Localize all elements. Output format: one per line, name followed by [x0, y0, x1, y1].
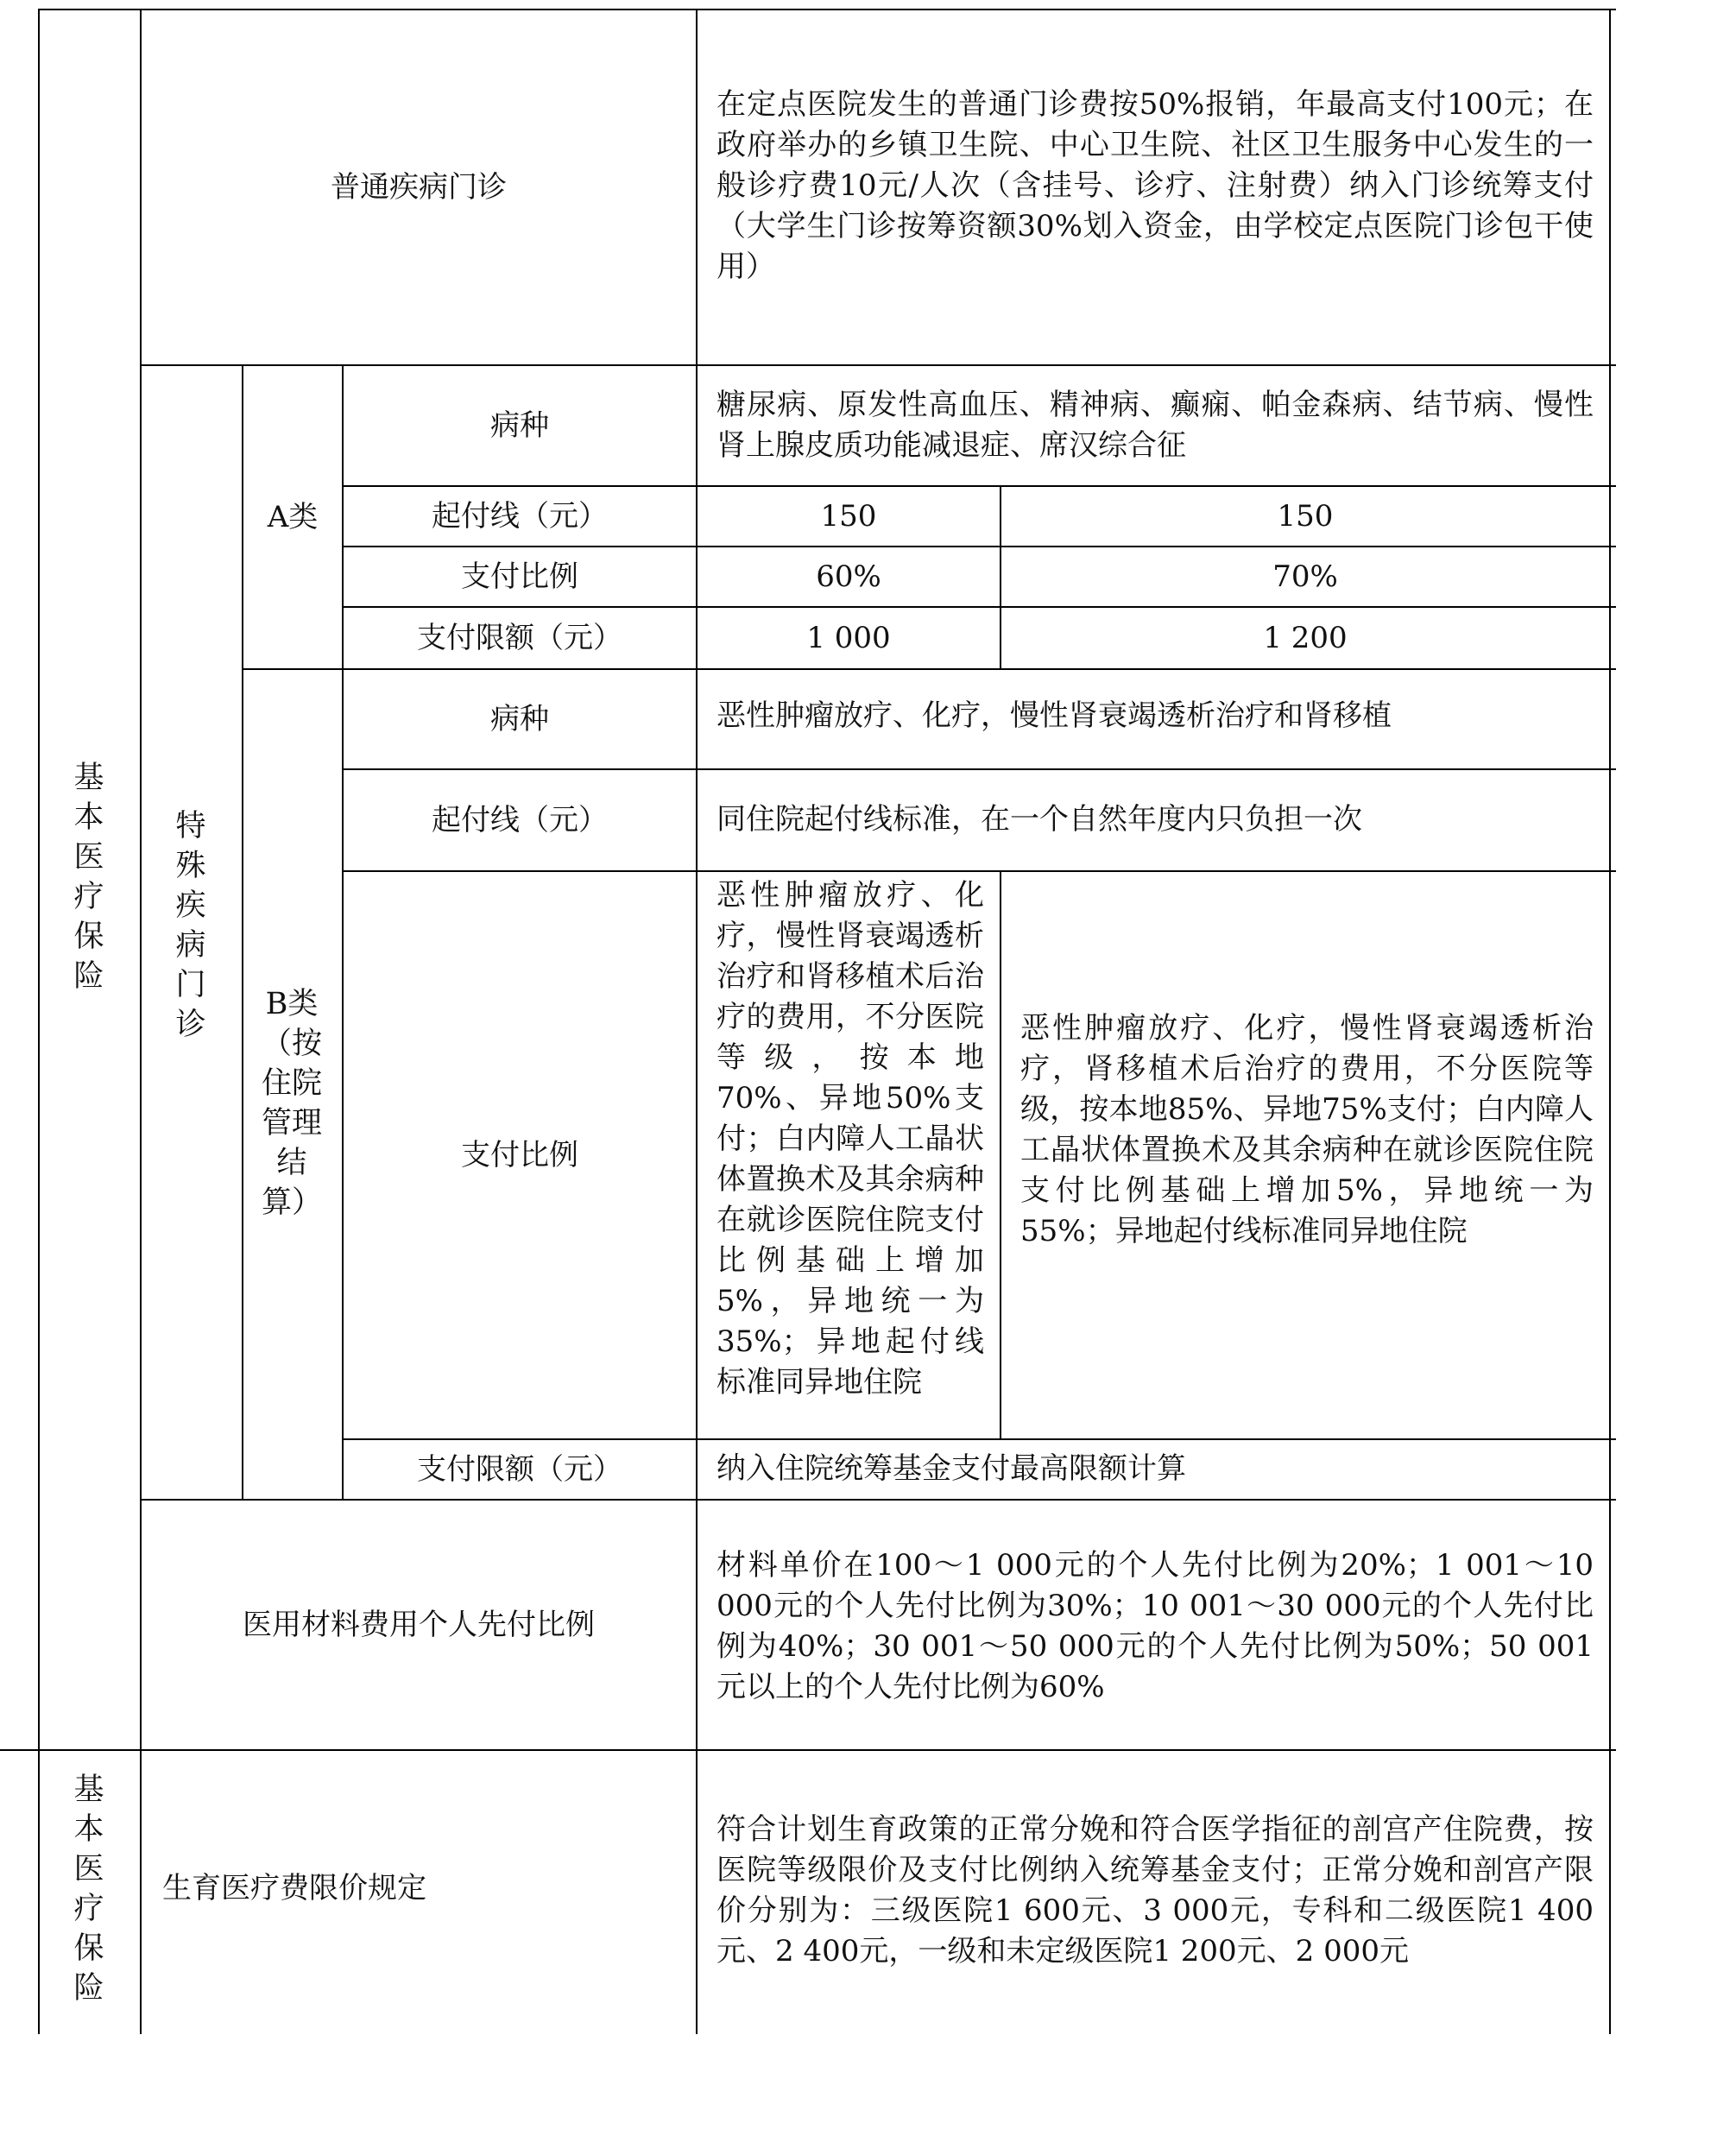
material-cost-label: 医用材料费用个人先付比例 — [243, 1607, 595, 1642]
class-b-ratio-label: 支付比例 — [461, 1137, 578, 1172]
category-label-2: 基本医疗保险 — [73, 1773, 104, 2006]
section-divider — [0, 1749, 1616, 1751]
class-a-ratio-1: 60% — [816, 559, 881, 594]
class-b-deductible-label: 起付线（元） — [432, 802, 608, 837]
class-a-disease-label: 病种 — [490, 408, 549, 443]
material-cost-desc: 材料单价在100～1 000元的个人先付比例为20%；1 001～10 000元的个人先付比例为30%；10 001～30 000元的个人先付比例为40%；30 001～50 000元的个人先付比例为50%；50 001元以上的个人先付比例为60% — [716, 1548, 1594, 1704]
general-outpatient-label: 普通疾病门诊 — [331, 169, 507, 205]
class-a-deductible-2: 150 — [1277, 498, 1334, 534]
maternity-label: 生育医疗费限价规定 — [162, 1871, 426, 1905]
class-a-ratio-2: 70% — [1272, 559, 1338, 594]
class-a-deductible-label: 起付线（元） — [432, 498, 608, 534]
class-a-disease-value: 糖尿病、原发性高血压、精神病、癫痫、帕金森病、结节病、慢性肾上腺皮质功能减退症、席汉综合征 — [716, 388, 1594, 463]
class-b-limit-label: 支付限额（元） — [417, 1451, 622, 1487]
class-b-disease-label: 病种 — [490, 701, 549, 736]
maternity-desc: 符合计划生育政策的正常分娩和符合医学指征的剖宫产住院费，按医院等级限价及支付比例纳入统筹基金支付；正常分娩和剖宫产限价分别为：三级医院1 600元、3 000元，专科和二级医院1 400元、2 400元，一级和未定级医院1 200元、2 000元 — [716, 1812, 1594, 1969]
class-a-deductible-1: 150 — [820, 498, 877, 534]
class-b-ratio-1: 恶性肿瘤放疗、化疗，慢性肾衰竭透析治疗和肾移植术后治疗的费用，不分医院等级，按本地70%、异地50%支付；白内障人工晶状体置换术及其余病种在就诊医院住院支付比例基础上增加5%，异地统一为35%；异地起付线标准同异地住院 — [716, 878, 984, 1400]
table-left-border — [38, 9, 40, 2034]
col-divider — [1000, 870, 1001, 1438]
general-outpatient-desc: 在定点医院发生的普通门诊费按50%报销，年最高支付100元；在政府举办的乡镇卫生院、中心卫生院、社区卫生服务中心发生的一般诊疗费10元/人次（含挂号、诊疗、注射费）纳入门诊统筹支付（大学生门诊按筹资额30%划入资金，由学校定点医院门诊包干使用） — [716, 87, 1594, 284]
table-right-border — [1609, 9, 1611, 2034]
special-outpatient-label: 特殊疾病门诊 — [175, 809, 206, 1042]
class-a-label: A类 — [267, 499, 319, 534]
class-b-ratio-2: 恶性肿瘤放疗、化疗，慢性肾衰竭透析治疗，肾移植术后治疗的费用，不分医院等级，按本地85%、异地75%支付；白内障人工晶状体置换术及其余病种在就诊医院住院支付比例基础上增加5%，异地统一为55%；异地起付线标准同异地住院 — [1020, 1011, 1594, 1248]
category-label: 基本医疗保险 — [73, 761, 104, 994]
class-a-limit-1: 1 000 — [806, 620, 891, 655]
class-b-disease-value: 恶性肿瘤放疗、化疗，慢性肾衰竭透析治疗和肾移植 — [716, 698, 1392, 733]
class-a-ratio-label: 支付比例 — [461, 559, 578, 594]
class-b-label: B类（按住院管理结算） — [261, 987, 322, 1220]
class-a-limit-label: 支付限额（元） — [417, 620, 622, 655]
col-divider — [696, 9, 698, 2034]
class-b-limit-value: 纳入住院统筹基金支付最高限额计算 — [716, 1451, 1186, 1486]
class-a-limit-2: 1 200 — [1263, 620, 1348, 655]
class-b-deductible-value: 同住院起付线标准，在一个自然年度内只负担一次 — [716, 802, 1362, 837]
